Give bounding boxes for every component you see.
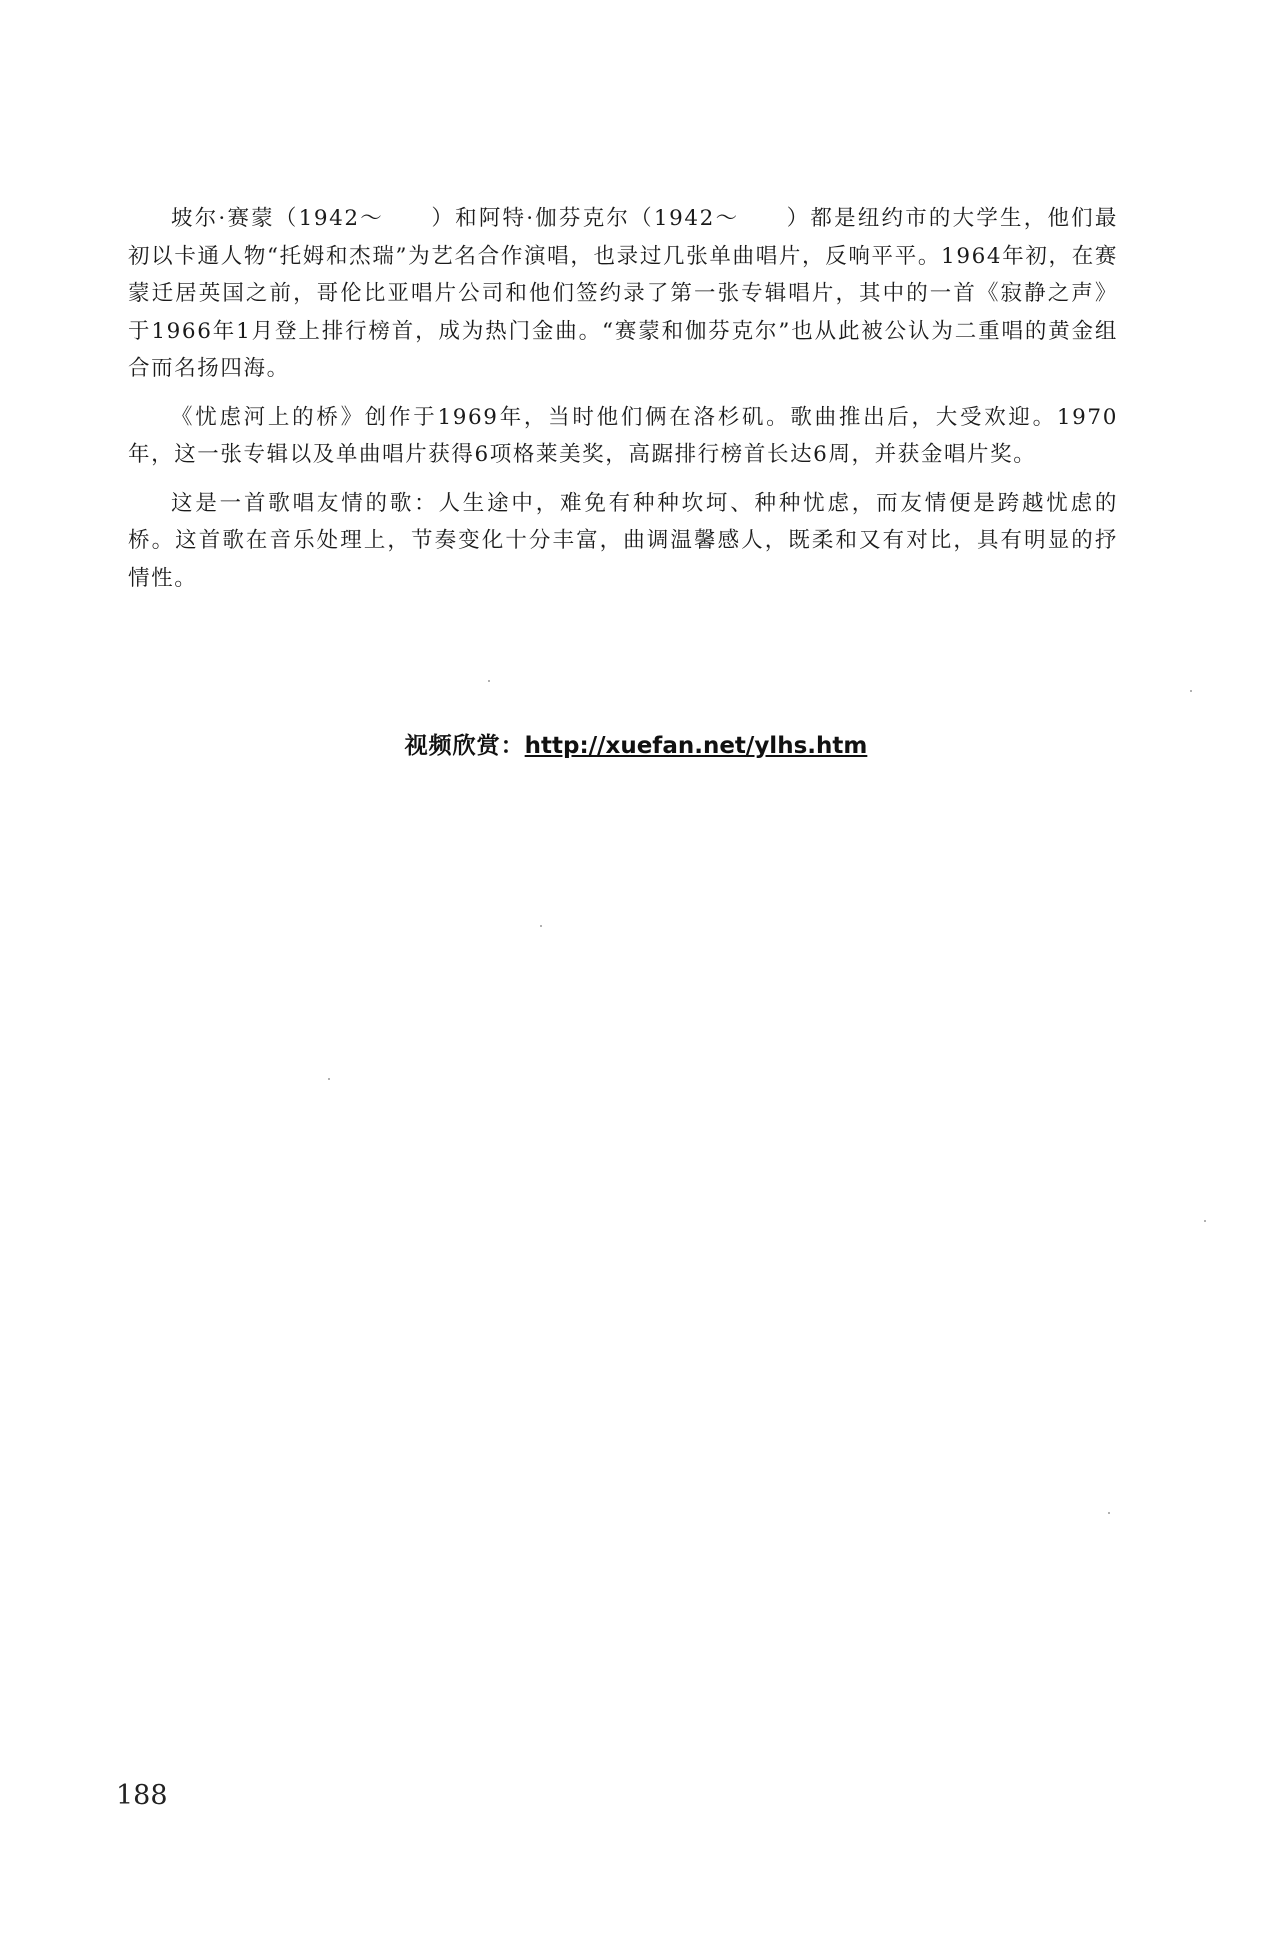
paragraph-artists-intro: 坡尔·赛蒙（1942～ ）和阿特·伽芬克尔（1942～ ）都是纽约市的大学生，他们最初以卡通人物“托姆和杰瑞”为艺名合作演唱，也录过几张单曲唱片，反响平平。1964年初，在赛蒙迁居英国之前，哥伦比亚唱片公司和他们签约录了第一张专辑唱片，其中的一首《寂静之声》于1966年1月登上排行榜首，成为热门金曲。“赛蒙和伽芬克尔”也从此被公认为二重唱的黄金组合而名扬四海。 <box>128 206 1118 381</box>
paragraph-song-creation: 《忧虑河上的桥》创作于1969年，当时他们俩在洛杉矶。歌曲推出后，大受欢迎。1970年，这一张专辑以及单曲唱片获得6项格莱美奖，高踞排行榜首长达6周，并获金唱片奖。 <box>128 404 1118 467</box>
paragraph-song-theme: 这是一首歌唱友情的歌：人生途中，难免有种种坎坷、种种忧虑，而友情便是跨越忧虑的桥。这首歌在音乐处理上，节奏变化十分丰富，曲调温馨感人，既柔和又有对比，具有明显的抒情性。 <box>128 490 1118 591</box>
video-appreciation-line <box>0 727 1272 760</box>
scan-speck <box>328 1078 330 1080</box>
scan-speck <box>1190 690 1192 692</box>
page-number: 188 <box>116 1780 168 1811</box>
video-label: 视频欣赏： <box>404 733 525 759</box>
scan-speck <box>1108 1512 1110 1514</box>
scan-speck <box>1204 1220 1206 1222</box>
video-link[interactable]: http://xuefan.net/ylhs.htm <box>524 733 868 759</box>
scan-speck <box>488 680 490 682</box>
article-body <box>128 200 1118 608</box>
scan-speck <box>540 925 542 927</box>
